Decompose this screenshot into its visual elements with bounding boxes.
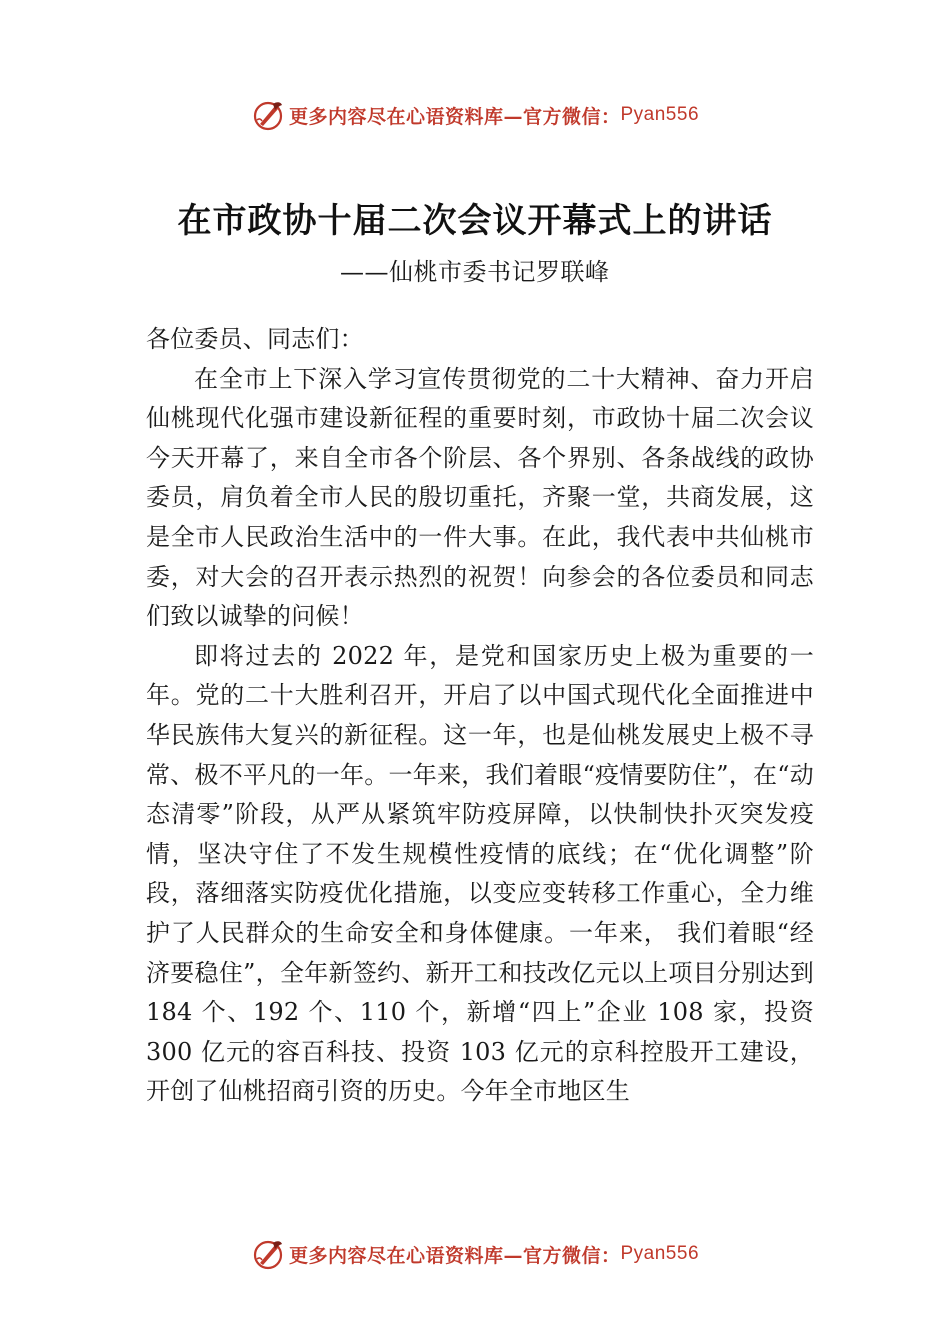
- footer-watermark-banner: [0, 1234, 950, 1274]
- body-paragraph: 即将过去的 2022 年，是党和国家历史上极为重要的一年。党的二十大胜利召开，开启了以中国式现代化全面推进中华民族伟大复兴的新征程。这一年，也是仙桃发展史上极不寻常、极不平凡的一年。一年来，我们着眼“疫情要防住”，在“动态清零”阶段，从严从紧筑牢防疫屏障，以快制快扑灭突发疫情，坚决守住了不发生规模性疫情的底线；在“优化调整”阶段，落细落实防疫优化措施，以变应变转移工作重心，全力维护了人民群众的生命安全和身体健康。一年来， 我们着眼“经济要稳住”，全年新签约、新开工和技改亿元以上项目分别达到 184 个、192 个、110 个，新增“四上”企业 108 家，投资 300 亿元的容百科技、投资 103 亿元的京科控股开工建设，开创了仙桃招商引资的历史。今年全市地区生: [146, 641, 814, 1106]
- banner-text: 更多内容尽在心语资料库—官方微信：: [288, 1244, 621, 1267]
- document-body: [146, 320, 814, 1112]
- salutation: 各位委员、同志们：: [146, 325, 364, 353]
- header-watermark-banner: [0, 95, 950, 135]
- document-title: 在市政协十届二次会议开幕式上的讲话: [177, 201, 773, 241]
- banner-text: 更多内容尽在心语资料库—官方微信：: [288, 105, 621, 128]
- document-subtitle: ——仙桃市委书记罗联峰: [340, 258, 610, 286]
- quill-logo-icon: [251, 1237, 285, 1271]
- banner-wechat-id: Pyan556: [620, 104, 700, 125]
- banner-wechat-id: Pyan556: [620, 1243, 700, 1264]
- quill-logo-icon: [251, 98, 285, 132]
- body-paragraph: 在全市上下深入学习宣传贯彻党的二十大精神、奋力开启仙桃现代化强市建设新征程的重要时刻，市政协十届二次会议今天开幕了，来自全市各个阶层、各个界别、各条战线的政协委员，肩负着全市人民的殷切重托，齐聚一堂，共商发展，这是全市人民政治生活中的一件大事。在此，我代表中共仙桃市委，对大会的召开表示热烈的祝贺！向参会的各位委员和同志们致以诚挚的问候！: [146, 364, 814, 631]
